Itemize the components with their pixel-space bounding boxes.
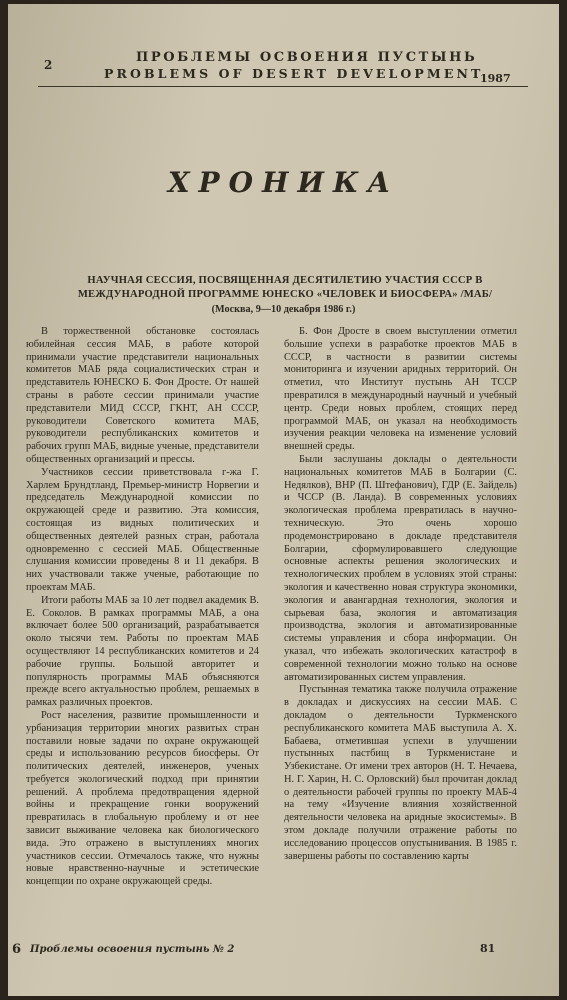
header-year: 1987	[480, 72, 511, 85]
right-column	[284, 326, 517, 863]
paragraph: В торжественной обстановке состоялась юбилейная сессия МАБ, в работе которой принимали участие представители национальных комитетов МАБ ряда социалистических стран и представитель ЮНЕСКО Б. Фон Дросте. От нашей страны в работе сессии принимали участие представители МИД СССР, ГКНТ, АН СССР, руководители Советского комитета МАБ, руководители республиканских комитетов и рабочих групп МАБ, видные ученые, представители общественных организаций и прессы.	[26, 326, 259, 465]
header-page-number: 2	[44, 58, 53, 72]
paragraph: Итоги работы МАБ за 10 лет подвел академик В. Е. Соколов. В рамках программы МАБ, а она включает более 500 организаций, разрабатывается около тысячи тем. Работы по проектам МАБ осуществляют 14 республиканских комитетов и 24 рабочие группы. Большой авторитет и популярность программы МАБ объясняются прежде всего актуальностью проблем, решаемых в рамках различных проектов.	[26, 594, 259, 709]
article-title: НАУЧНАЯ СЕССИЯ, ПОСВЯЩЕННАЯ ДЕСЯТИЛЕТИЮ УЧАСТИЯ СССР В МЕЖДУНАРОДНОЙ ПРОГРАММЕ ЮНЕСКО «ЧЕЛОВЕК И БИОСФЕРА» /МАБ/	[77, 275, 493, 300]
page-footer	[8, 940, 559, 970]
paragraph: Рост населения, развитие промышленности и урбанизация территории многих развитых стран поставили новые задачи по охране окружающей среды и использованию ресурсов биосферы. От политических деятелей, инженеров, ученых требуется экологический подход при принятии решений. А проблема предотвращения ядерной войны и прекращение гонки вооружений превратилась в глобальную проблему и от нее зависит выживание человека как биологического вида. Это отражено в выступлениях многих участников сессии. Отмечалось также, что нужны новые нравственно-научные и эстетические концепции по охране окружающей среды.	[26, 709, 259, 888]
article-subtitle: (Москва, 9—10 декабря 1986 г.)	[211, 304, 356, 315]
paragraph: Б. Фон Дросте в своем выступлении отметил большие успехи в разработке проектов МАБ в СССР, в частности в развитии системы мониторинга и изучении аридных территорий. Он отметил, что Институт пустынь АН ТССР превратился в международный научный и учебный центр. Среди новых проблем, стоящих перед программой МАБ, он указал на необходимость изучения реакции человека на изменение условий внешней среды.	[284, 326, 517, 453]
paragraph: Пустынная тематика также получила отражение в докладах и дискуссиях на сессии МАБ. С докладом о деятельности Туркменского республиканского комитета МАБ выступила А. Х. Бабаева, отметившая успехи в улучшении пустынных пастбищ в Туркменистане и Узбекистане. От имени трех авторов (Н. Т. Нечаева, Н. Г. Харин, Н. С. Орловский) был прочитан доклад о деятельности рабочей группы по проекту МАБ-4 на тему «Изучение влияния хозяйственной деятельности человека на аридные экосистемы». В этом докладе получили отражение работы по исследованию процессов опустынивания. В 1985 г. завершены работы по составлению карты	[284, 684, 517, 862]
paragraph: Были заслушаны доклады о деятельности национальных комитетов МАБ в Болгарии (С. Недялков), ВНР (П. Штефанович), ГДР (Е. Зайдель) и ЧССР (В. Ланда). В современных условиях экологическая проблема превратилась в научно-техническую. Это очень хорошо продемонстрировано в докладе представителя Болгарии, сформулировавшего следующие основные аспекты решения экологических и технологических проблем в условиях этой страны: экология и качественно новая структура экономики, экология и авангардная технология, экология и сырьевая база, экология и автоматизация производства, экология и автоматизированные системы управления и сбора информации. Он указал, что избежать экологических катастроф в современной технологии можно только на основе автоматизированных систем управления.	[284, 453, 517, 683]
footer-page-number: 81	[480, 942, 496, 955]
section-title: ХРОНИКА	[167, 166, 400, 199]
header-rule	[38, 86, 528, 87]
footer-number: 6	[12, 942, 22, 957]
paragraph: Участников сессии приветствовала г-жа Г. Харлем Брундтланд, Премьер-министр Норвегии и председатель Международной комиссии по окружающей среде и развитию. Эта комиссия, состоящая из видных политических и общественных деятелей разных стран, работала одновременно с сессией МАБ. Общественные слушания комиссии проведены 8 и 11 декабря. В них участвовали также ученые, работающие по проектам МАБ.	[26, 466, 259, 593]
header-title-ru: ПРОБЛЕМЫ ОСВОЕНИЯ ПУСТЫНЬ	[136, 50, 478, 65]
footer-journal-title: Проблемы освоения пустынь № 2	[30, 944, 235, 955]
header-title-en: PROBLEMS OF DESERT DEVELOPMENT	[104, 66, 484, 81]
running-header	[8, 44, 559, 89]
journal-page	[8, 4, 559, 996]
left-column	[26, 326, 259, 889]
